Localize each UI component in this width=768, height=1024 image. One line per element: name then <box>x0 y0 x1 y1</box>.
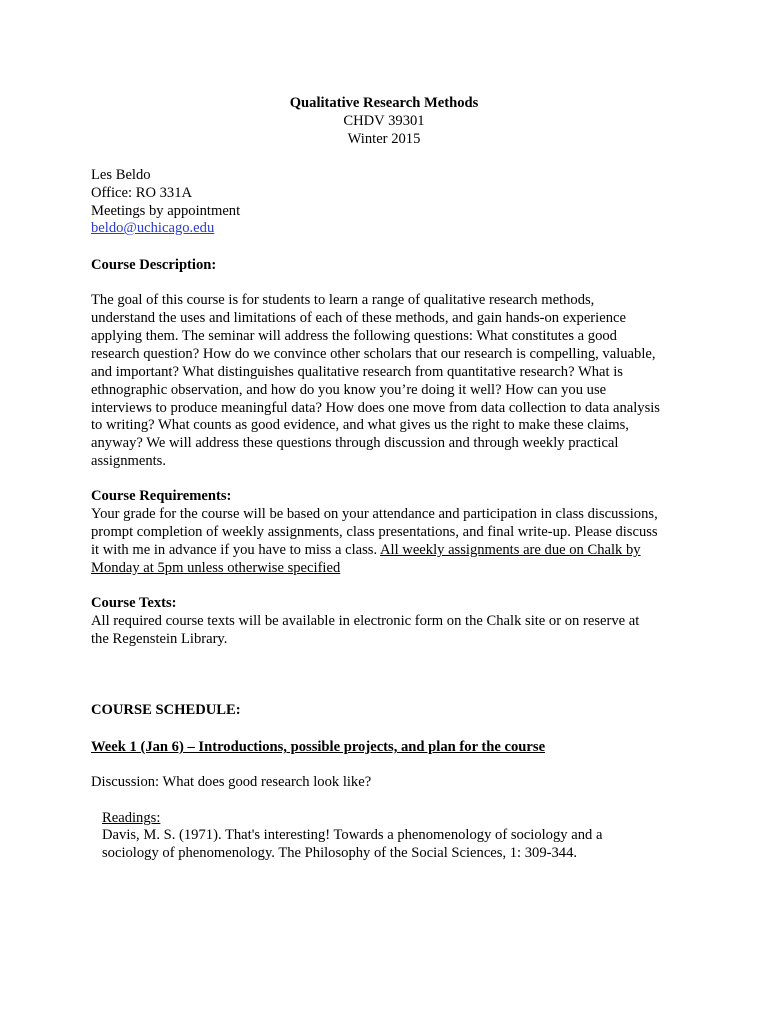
description-line: and important? What distinguishes qualitative research from quantitative research? What is <box>91 364 623 380</box>
description-line: applying them. The seminar will address the following questions: What constitutes a good <box>91 328 617 344</box>
course-term: Winter 2015 <box>347 131 421 147</box>
requirements-text: it with me in advance if you have to miss a class. <box>91 542 380 558</box>
assignments-due-notice: All weekly assignments are due on Chalk by <box>379 542 641 558</box>
description-line: assignments. <box>91 453 166 469</box>
description-line: ethnographic observation, and how do you know you’re doing it well? How can you use <box>91 382 607 398</box>
description-line: understand the uses and limitations of each of these methods, and gain hands-on experience <box>91 310 626 326</box>
instructor-office: Office: RO 331A <box>91 185 193 201</box>
instructor-name: Les Beldo <box>91 167 151 183</box>
description-line: The goal of this course is for students to learn a range of qualitative research methods, <box>91 292 595 308</box>
course-texts-line: All required course texts will be available in electronic form on the Chalk site or on reserve at <box>91 613 640 629</box>
instructor-email-link[interactable]: beldo@uchicago.edu <box>91 220 215 236</box>
description-line: anyway? We will address these questions through discussion and through weekly practical <box>91 435 619 451</box>
course-requirements-heading: Course Requirements: <box>91 488 232 504</box>
description-line: to writing? What counts as good evidence, and what gives us the right to make these claims, <box>91 417 629 433</box>
description-line: research question? How do we convince other scholars that our research is compelling, valuable, <box>91 346 656 362</box>
course-description-heading: Course Description: <box>91 257 217 273</box>
week1-readings-label: Readings: <box>102 810 161 826</box>
week1-title: Week 1 (Jan 6) – Introductions, possible projects, and plan for the course <box>91 739 546 755</box>
course-texts-heading: Course Texts: <box>91 595 177 611</box>
requirements-line <box>91 541 641 559</box>
requirements-line: Your grade for the course will be based on your attendance and participation in class discussions, <box>91 506 658 522</box>
requirements-line: prompt completion of weekly assignments, class presentations, and final write-up. Please discuss <box>91 524 658 540</box>
course-texts-line: the Regenstein Library. <box>91 631 228 647</box>
instructor-meetings: Meetings by appointment <box>91 203 241 219</box>
week1-reading-line: sociology of phenomenology. The Philosophy of the Social Sciences, 1: 309-344. <box>102 845 578 861</box>
week1-discussion: Discussion: What does good research look like? <box>91 774 372 790</box>
assignments-due-notice-continued: Monday at 5pm unless otherwise specified <box>91 560 341 576</box>
week1-reading-line: Davis, M. S. (1971). That's interesting! Towards a phenomenology of sociology and a <box>102 827 603 843</box>
course-title: Qualitative Research Methods <box>289 95 479 111</box>
course-schedule-heading: COURSE SCHEDULE: <box>91 702 241 718</box>
description-line: interviews to produce meaningful data? How does one move from data collection to data analysis <box>91 400 660 416</box>
course-code: CHDV 39301 <box>343 113 425 129</box>
